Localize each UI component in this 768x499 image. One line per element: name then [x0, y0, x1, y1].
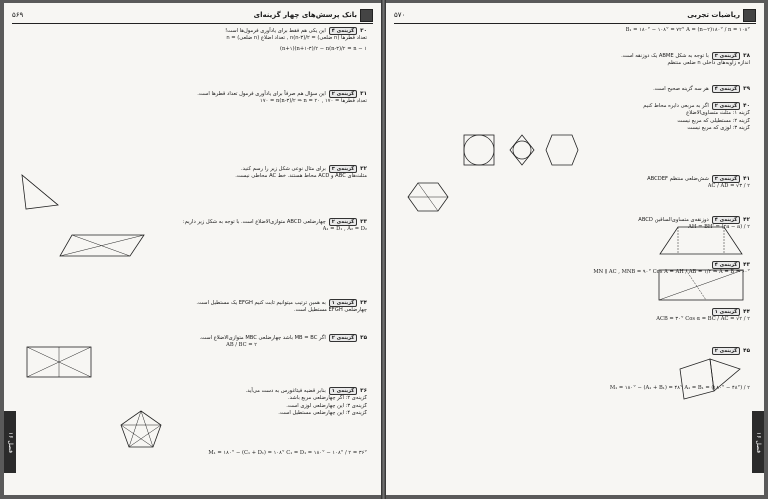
question-number: ۳۸ — [743, 53, 750, 59]
question-number: ۴۵ — [743, 348, 750, 354]
solution-text: گزینه ۳: لوزی که مربع نیست — [687, 125, 750, 132]
question-number: ۳۹ — [743, 86, 750, 92]
question-number: ۴۱ — [743, 176, 750, 182]
answer-option-badge: گزینه‌ی ۱ — [329, 387, 357, 395]
math-formula: Cos α = BC / AC = √۲ / ۲ — [685, 316, 750, 323]
math-formula: (n+۱)(n+۱-۳)/۲ − n(n-۳)/۲ = n − ۱ — [280, 45, 367, 52]
math-formula: AC / AD = √۳ / ۲ — [707, 183, 750, 190]
math-formula: Â = (n−۲)۱۸۰° / n = ۱۰۸° — [686, 27, 750, 33]
answer-option-badge: گزینه‌ی ۱ — [712, 308, 740, 316]
left-page-header — [12, 9, 373, 24]
solution-text: اگر MB = BC باشد چهارضلعی MBC متوازی‌الاضلاع است. — [199, 335, 326, 341]
question-block — [18, 27, 367, 87]
question-block — [400, 85, 750, 99]
question-block — [18, 165, 367, 215]
question-number: ۳۶ — [360, 388, 367, 394]
question-block — [18, 299, 367, 331]
math-formula: MN ∥ AC , MNB = ۹۰° — [593, 269, 652, 276]
question-number: ۳۵ — [360, 335, 367, 341]
question-block — [400, 102, 750, 172]
solution-text: گزینه‌ی ۴: این چهارضلعی مستطیل است. — [278, 410, 367, 417]
question-block — [400, 27, 750, 49]
solution-text: گزینه ۲: مستطیلی که مربع نیست — [677, 117, 750, 124]
solution-text: به همین ترتیب میتوانیم ثابت کنیم EFGH یک مستطیل است. — [196, 300, 326, 306]
question-number: ۴۳ — [743, 262, 750, 268]
solution-text: اگر به مربعی دایره محاط کنیم — [643, 103, 709, 109]
right-page-content — [400, 27, 750, 489]
solution-text: گزینه‌ی ۲: اگر چهارضلعی مربع باشد. — [288, 395, 367, 402]
answer-option-badge: گزینه‌ی ۲ — [329, 218, 357, 226]
question-number: ۳۰ — [360, 28, 367, 34]
question-number: ۴۴ — [743, 309, 750, 315]
answer-option-badge: گزینه‌ی ۴ — [329, 27, 357, 35]
math-formula: M̂₁ = ۱۸۰° − (Â₁ + B̂₁) = ۴۸° — [609, 385, 683, 392]
trapezoid-figure — [656, 224, 746, 258]
question-block — [400, 175, 750, 213]
math-formula: Â₁ = B̂₁ = (۱۸۰° − ۴۸°) / ۲ — [684, 385, 750, 392]
parallelogram-figure — [58, 232, 148, 260]
question-block — [400, 52, 750, 82]
solution-text: ذوزنقه‌ی متساوی‌الساقین ABCD — [638, 217, 709, 223]
left-chapter-tab: فصل ۱۶ — [4, 411, 16, 473]
question-number: ۴۲ — [743, 217, 750, 223]
solution-text: گزینه‌ی ۳: این چهارضلعی لوزی است. — [286, 402, 367, 409]
question-number: ۳۳ — [360, 219, 367, 225]
math-formula: ACB = ۳۰° — [656, 316, 684, 323]
left-page-content — [18, 27, 367, 489]
math-formula: AH = BH' = (۲a − a) / ۲ — [688, 224, 750, 231]
left-page — [4, 3, 381, 495]
solution-text: با توجه به شکل ABME یک ذوزنقه است. — [621, 53, 709, 59]
left-page-title: بانک پرسش‌های چهار گزینه‌ای — [253, 11, 357, 19]
question-block — [400, 216, 750, 258]
answer-option-badge: گزینه‌ی ۳ — [712, 52, 740, 60]
right-page — [386, 3, 764, 495]
math-formula: ۱۷۰ = n(n-۳)/۲ ⇒ n = ۲۰ , تعداد قطرها = ۱۷۰ — [260, 98, 367, 105]
question-number: ۳۲ — [360, 166, 367, 172]
solution-text: تعداد قطرها (n ضلعی) = n(n-۳)/۲ , تعداد اضلاع (n ضلعی) = n — [226, 35, 367, 42]
solution-text: چهارضلعی ABCD متوازی‌الاضلاع است. با توجه به شکل زیر داریم: — [182, 219, 326, 225]
math-formula: Ĉ₁ = D̂₁ = ۱۸۰° − ۱۰۸° / ۲ = ۳۶° — [286, 450, 367, 456]
rectangle-figure — [24, 344, 94, 380]
question-number: ۴۰ — [743, 103, 750, 109]
answer-option-badge: گزینه‌ی ۲ — [712, 102, 740, 110]
answer-option-badge: گزینه‌ی ۲ — [329, 334, 357, 342]
solution-text: گزینه ۱: مثلث متساوی‌الاضلاع — [686, 110, 750, 117]
answer-option-badge: گزینه‌ی ۴ — [712, 261, 740, 269]
solution-text: هر سه گزینه صحیح است. — [653, 86, 709, 92]
answer-option-badge: گزینه‌ی ۲ — [712, 347, 740, 355]
solution-text: چهارضلعی EFGH مستطیل است. — [293, 307, 367, 314]
question-block — [18, 387, 367, 447]
answer-option-badge: گزینه‌ی ۴ — [712, 216, 740, 224]
question-block — [400, 347, 750, 407]
pentagon-figure — [118, 409, 164, 449]
solution-text: بنابر قضیه فیثاغورس به دست می‌آید. — [245, 388, 326, 394]
answer-option-badge: گزینه‌ی ۴ — [712, 85, 740, 93]
solution-text: برای مثال نوعی شکل زیر را رسم کنید. — [241, 166, 326, 172]
answer-option-badge: گزینه‌ی ۳ — [712, 175, 740, 183]
solution-text: مثلث‌های ABC و ACD محاط هستند. خط AC محاطی نیست. — [235, 173, 367, 180]
question-number: ۳۴ — [360, 300, 367, 306]
answer-option-badge: گزینه‌ی ۲ — [329, 90, 357, 98]
solution-text: این سؤال هم صرفاً برای یادآوری فرمول تعداد قطرها است. — [197, 91, 326, 97]
math-formula: M̂₁ = ۱۸۰° − (Ĉ₁ + D̂₁) = ۱۰۸° — [208, 450, 285, 456]
math-formula: AB / BC = ۲ — [226, 342, 257, 349]
shapes-figure — [460, 132, 580, 170]
question-block — [400, 261, 750, 305]
solution-text: اندازه زاویه‌های داخلی n ضلعی منتظم — [667, 60, 750, 67]
math-formula: B̂₁ = ۱۸۰° − ۱۰۸° = ۷۲° — [625, 27, 685, 33]
right-page-number: ۵۷۰ — [394, 11, 406, 19]
rectangle-figure — [656, 267, 746, 303]
question-number: ۳۱ — [360, 91, 367, 97]
publisher-logo-icon — [743, 9, 756, 22]
square-triangle-figure — [674, 355, 744, 401]
triangle-figure — [18, 169, 64, 213]
answer-option-badge: گزینه‌ی ۱ — [329, 299, 357, 307]
question-block — [18, 334, 367, 384]
math-formula: Cos Â = AH / AB = ۱/۲ ⇒ Â = B̂ = ۶۰° — [652, 269, 750, 276]
solution-text: شش‌ضلعی منتظم ABCDEF — [647, 176, 709, 182]
answer-option-badge: گزینه‌ی ۳ — [329, 165, 357, 173]
right-page-title: ریاضیات تجربی — [687, 11, 740, 19]
solution-text: این یکی هم فقط برای یادآوری فرمول‌ها است! — [225, 28, 326, 34]
question-block — [400, 308, 750, 344]
left-page-number: ۵۶۹ — [12, 11, 24, 19]
right-chapter-tab: فصل ۱۶ — [752, 411, 764, 473]
hexagon-figure — [406, 181, 450, 213]
question-block — [18, 90, 367, 162]
question-block — [18, 450, 367, 476]
publisher-logo-icon — [360, 9, 373, 22]
math-formula: Â₁ = D̂₁ , Â₂ = D̂₂ — [322, 226, 367, 233]
right-page-header — [394, 9, 756, 24]
question-block — [18, 218, 367, 296]
